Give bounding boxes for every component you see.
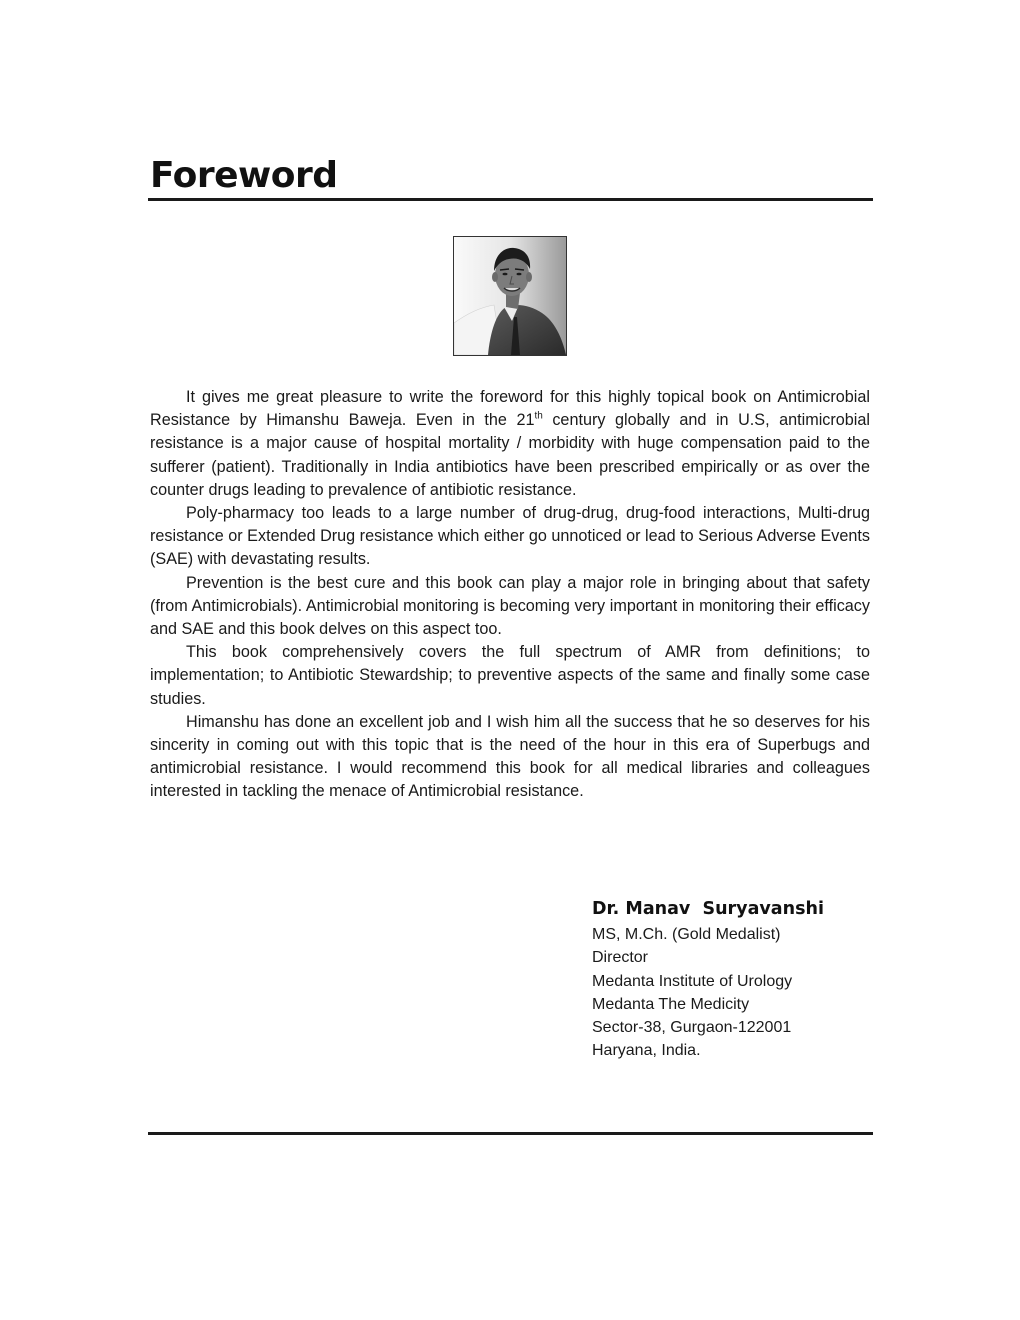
paragraph-1-part-a: It gives me great pleasure to write the foreword for this highly topical book on Antimicrobial Resistance by Himanshu Baweja. Even in the 21 [150,388,870,430]
title-divider [148,198,873,201]
portrait-image [454,237,566,355]
paragraph-2: Poly-pharmacy too leads to a large number of drug-drug, drug-food interactions, Multi-drug resistance or Extended Drug resistance which either go unnoticed or lead to Serious Adverse Events (SAE) with devastating results. [150,504,870,569]
signatory-address: Sector-38, Gurgaon-122001 [592,1019,792,1037]
signatory-qualification: MS, M.Ch. (Gold Medalist) [592,926,781,943]
paragraph-5: Himanshu has done an excellent job and I wish him all the success that he so deserves for his sincerity in coming out with this topic that is the need of the hour in this era of Superbugs and antimicrobial resistance. I would recommend this book for all medical libraries and colleagues interested in tackling the menace of Antimicrobial resistance. [150,712,870,801]
paragraph-4: This book comprehensively covers the full spectrum of AMR from definitions; to implementation; to Antibiotic Stewardship; to preventive aspects of the same and finally some case studies. [150,643,870,708]
footer-divider [148,1132,873,1135]
foreword-body [150,386,870,804]
signatory-institute: Medanta Institute of Urology [592,972,793,990]
signatory-name: Dr. Manav Suryavanshi [592,899,824,919]
signature-block [592,896,892,1063]
ordinal-superscript: th [534,410,543,422]
signatory-state-country: Haryana, India. [592,1042,701,1060]
page-title: Foreword [150,155,338,196]
paragraph-1-part-b: century globally and in U.S, antimicrobial resistance is a major cause of hospital mortality / morbidity with huge compensation paid to the sufferer (patient). Traditionally in India antibiotics have been prescribed empirically or as over the counter drugs leading to prevalence of antibiotic resistance. [150,411,870,499]
signatory-hospital: Medanta The Medicity [592,995,750,1013]
paragraph-3: Prevention is the best cure and this book can play a major role in bringing about that safety (from Antimicrobials). Antimicrobial monitoring is becoming very important in monitoring their efficacy and SAE and this book delves on this aspect too. [150,573,870,639]
paragraph-1 [150,386,870,502]
signatory-title: Director [592,949,649,967]
author-portrait-photo [453,236,567,356]
